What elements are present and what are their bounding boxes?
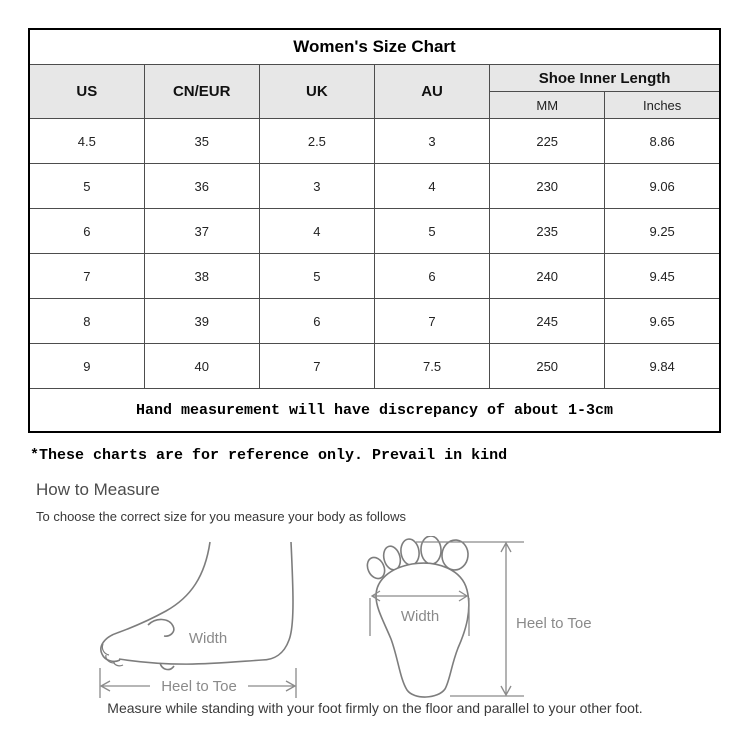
cell-au: 7 <box>374 299 489 344</box>
cell-cneur: 37 <box>144 209 259 254</box>
cell-uk: 3 <box>259 164 374 209</box>
cell-cneur: 35 <box>144 119 259 164</box>
table-title-row <box>29 29 720 65</box>
cell-au: 4 <box>374 164 489 209</box>
cell-mm: 250 <box>490 344 605 389</box>
cell-mm: 230 <box>490 164 605 209</box>
cell-us: 4.5 <box>29 119 144 164</box>
top-view-heel-to-toe-label: Heel to Toe <box>516 615 592 632</box>
cell-us: 7 <box>29 254 144 299</box>
foot-top-view-diagram <box>352 536 622 704</box>
side-view-width-label: Width <box>188 630 228 647</box>
cell-inches: 8.86 <box>605 119 720 164</box>
cell-mm: 235 <box>490 209 605 254</box>
col-header-uk: UK <box>259 65 374 119</box>
foot-side-view-diagram <box>88 540 350 702</box>
table-title: Women's Size Chart <box>29 29 720 65</box>
cell-cneur: 36 <box>144 164 259 209</box>
col-header-cneur: CN/EUR <box>144 65 259 119</box>
cell-inches: 9.45 <box>605 254 720 299</box>
cell-cneur: 38 <box>144 254 259 299</box>
cell-cneur: 40 <box>144 344 259 389</box>
foot-side-outline-icon <box>101 542 293 670</box>
cell-us: 8 <box>29 299 144 344</box>
size-chart-table <box>28 28 721 433</box>
how-to-measure-subheading: To choose the correct size for you measure your body as follows <box>36 509 406 524</box>
side-view-heel-to-toe-label: Heel to Toe <box>161 678 237 695</box>
cell-inches: 9.84 <box>605 344 720 389</box>
cell-mm: 240 <box>490 254 605 299</box>
top-view-width-label: Width <box>400 608 440 625</box>
table-footnote: Hand measurement will have discrepancy of about 1-3cm <box>29 389 720 433</box>
col-header-inches: Inches <box>605 92 720 119</box>
cell-inches: 9.65 <box>605 299 720 344</box>
cell-us: 5 <box>29 164 144 209</box>
cell-us: 9 <box>29 344 144 389</box>
table-footnote-row <box>29 389 720 433</box>
table-row <box>29 344 720 389</box>
cell-uk: 7 <box>259 344 374 389</box>
col-header-au: AU <box>374 65 489 119</box>
table-row <box>29 119 720 164</box>
table-row <box>29 254 720 299</box>
cell-cneur: 39 <box>144 299 259 344</box>
cell-mm: 245 <box>490 299 605 344</box>
cell-au: 7.5 <box>374 344 489 389</box>
cell-au: 6 <box>374 254 489 299</box>
table-row <box>29 164 720 209</box>
table-header-row <box>29 65 720 92</box>
cell-au: 5 <box>374 209 489 254</box>
col-header-mm: MM <box>490 92 605 119</box>
cell-uk: 4 <box>259 209 374 254</box>
cell-au: 3 <box>374 119 489 164</box>
table-row <box>29 299 720 344</box>
cell-inches: 9.06 <box>605 164 720 209</box>
cell-uk: 5 <box>259 254 374 299</box>
cell-uk: 2.5 <box>259 119 374 164</box>
cell-inches: 9.25 <box>605 209 720 254</box>
how-to-measure-heading: How to Measure <box>36 480 160 499</box>
cell-uk: 6 <box>259 299 374 344</box>
col-header-inner-length: Shoe Inner Length <box>490 65 720 92</box>
table-row <box>29 209 720 254</box>
cell-mm: 225 <box>490 119 605 164</box>
measure-caption: Measure while standing with your foot firmly on the floor and parallel to your other foot. <box>107 700 643 716</box>
cell-us: 6 <box>29 209 144 254</box>
col-header-us: US <box>29 65 144 119</box>
reference-note: *These charts are for reference only. Prevail in kind <box>30 447 508 464</box>
